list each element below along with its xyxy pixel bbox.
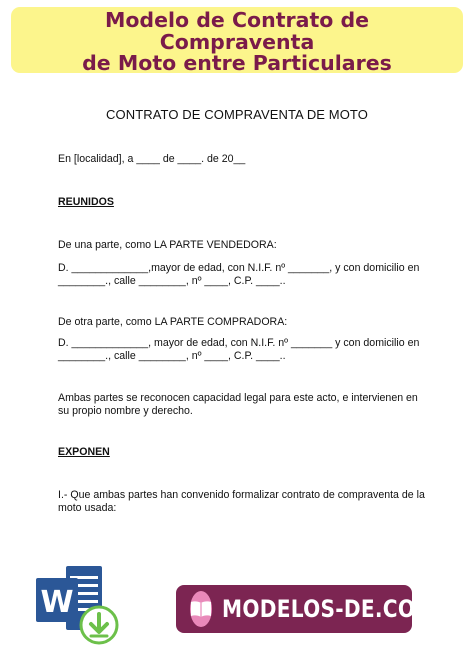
brand-logo[interactable] <box>176 585 436 633</box>
section-exponen: EXPONEN <box>58 446 110 458</box>
compradora-intro: De otra parte, como LA PARTE COMPRADORA: <box>58 316 288 328</box>
word-document-icon[interactable] <box>36 566 122 648</box>
clause-1-line-1: I.- Que ambas partes han convenido formalizar contrato de compraventa de la <box>58 489 425 501</box>
compradora-line-1: D. _____________, mayor de edad, con N.I.F. nº _______ y con domicilio en <box>58 337 420 349</box>
title-line-3: de Moto entre Particulares <box>82 51 392 75</box>
place-date-line: En [localidad], a ____ de ____. de 20__ <box>58 153 246 165</box>
title-line-1: Modelo de Contrato de <box>104 8 370 32</box>
brand-name: MODELOS-DE.COM <box>222 595 436 623</box>
compradora-line-2: ________., calle ________, nº ____, C.P. ____.. <box>58 350 286 362</box>
vendedora-line-2: ________., calle ________, nº ____, C.P. ____.. <box>58 275 286 287</box>
download-arrow-icon <box>81 607 117 643</box>
ambas-partes-line-1: Ambas partes se reconocen capacidad legal para este acto, e intervienen en <box>58 392 418 404</box>
clause-1-line-2: moto usada: <box>58 502 117 514</box>
ambas-partes-line-2: su propio nombre y derecho. <box>58 405 193 417</box>
title-line-2: Compraventa <box>159 29 315 54</box>
word-letter: W <box>40 585 74 620</box>
vendedora-line-1: D. _____________,mayor de edad, con N.I.F. nº _______, y con domicilio en <box>58 262 420 274</box>
title-banner <box>11 7 463 73</box>
open-book-icon <box>190 591 212 627</box>
vendedora-intro: De una parte, como LA PARTE VENDEDORA: <box>58 239 277 251</box>
document-heading: CONTRATO DE COMPRAVENTA DE MOTO <box>106 107 368 122</box>
section-reunidos: REUNIDOS <box>58 196 114 208</box>
